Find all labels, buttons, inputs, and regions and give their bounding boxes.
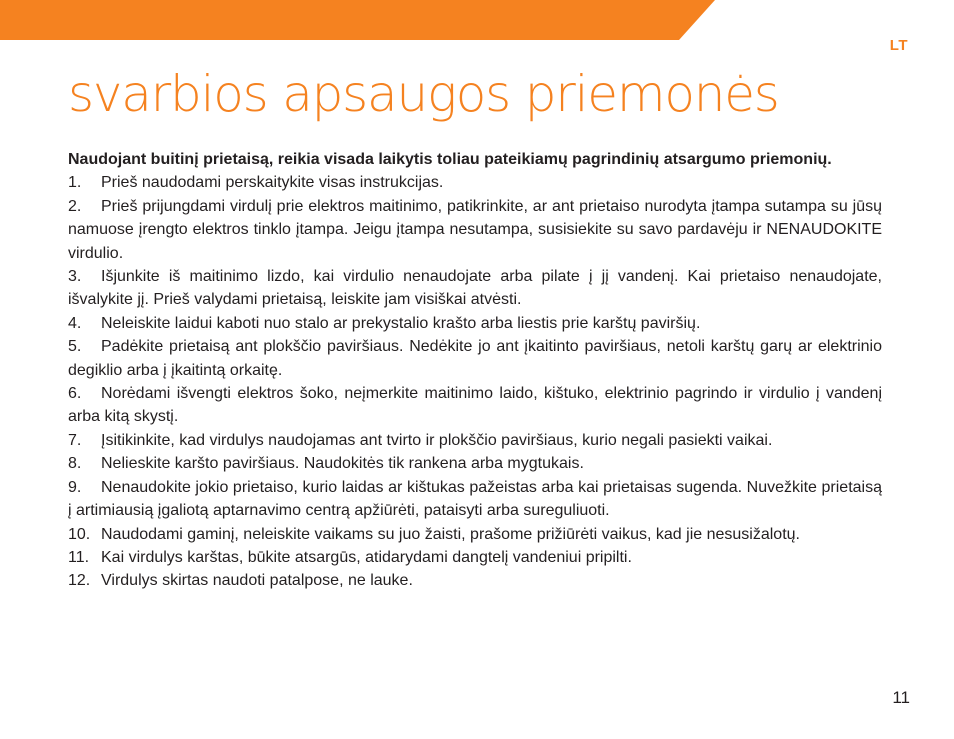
item-text: Virdulys skirtas naudoti patalpose, ne lauke.	[101, 572, 413, 590]
item-text: Nelieskite karšto paviršiaus. Naudokitės tik rankena arba mygtukais.	[101, 455, 584, 473]
item-number: 1.	[68, 174, 82, 192]
item-number: 2.	[68, 197, 82, 215]
list-item	[68, 429, 882, 452]
list-item	[68, 382, 882, 429]
list-item	[68, 312, 882, 335]
orange-header-band	[0, 0, 954, 40]
list-item	[68, 452, 882, 475]
page-title: svarbios apsaugos priemonės	[68, 65, 779, 123]
item-text: Išjunkite iš maitinimo lizdo, kai virdulio nenaudojate arba pilate į jį vandenį. Kai prietaiso nenaudojate, išvalykite jį. Prieš valydami prietaisą, leiskite jam visiškai atvėsti.	[68, 268, 882, 309]
list-item	[68, 195, 882, 265]
item-number: 6.	[68, 385, 82, 403]
list-item	[68, 171, 882, 194]
page-number: 11	[892, 688, 910, 707]
item-text: Įsitikinkite, kad virdulys naudojamas ant tvirto ir plokščio paviršiaus, kurio negali pasiekti vaikai.	[101, 431, 773, 449]
list-item	[68, 335, 882, 382]
item-text: Prieš naudodami perskaitykite visas instrukcijas.	[101, 174, 444, 192]
item-text: Kai virdulys karštas, būkite atsargūs, atidarydami dangtelį vandeniui pripilti.	[101, 548, 632, 566]
item-number: 3.	[68, 268, 82, 286]
item-number: 8.	[68, 455, 82, 473]
item-text: Padėkite prietaisą ant plokščio paviršiaus. Nedėkite jo ant įkaitinto paviršiaus, netoli karštų garų ar elektrinio degiklio arba į įkaitintą orkaitę.	[68, 338, 882, 379]
item-number: 5.	[68, 338, 82, 356]
item-number: 11.	[68, 548, 90, 566]
safety-instructions	[68, 148, 882, 593]
item-text: Nenaudokite jokio prietaiso, kurio laidas ar kištukas pažeistas arba kai prietaisas sugenda. Nuvežkite prietaisą į artimiausią įgaliotą aptarnavimo centrą apžiūrėti, pataisyti arba sureguliuoti.	[68, 478, 882, 520]
item-number: 9.	[68, 478, 82, 496]
list-item	[68, 546, 882, 569]
item-text: Naudodami gaminį, neleiskite vaikams su juo žaisti, prašome prižiūrėti vaikus, kad jie nesusižalotų.	[101, 525, 800, 543]
item-number: 7.	[68, 431, 82, 449]
item-number: 12.	[68, 572, 91, 590]
list-item	[68, 523, 882, 546]
intro-text: Naudojant buitinį prietaisą, reikia visada laikytis toliau pateikiamų pagrindinių atsargumo priemonių.	[68, 151, 832, 168]
list-item	[68, 265, 882, 312]
list-item	[68, 476, 882, 523]
item-text: Norėdami išvengti elektros šoko, neįmerkite maitinimo laido, kištuko, elektrinio pagrindo ir virdulio į vandenį arba kitą skystį.	[68, 385, 882, 426]
language-code: LT	[889, 37, 908, 54]
list-item	[68, 569, 882, 592]
item-number: 10.	[68, 525, 91, 543]
item-number: 4.	[68, 314, 82, 332]
item-text: Prieš prijungdami virdulį prie elektros maitinimo, patikrinkite, ar ant prietaiso nurodyta įtampa sutampa su jūsų namuose įrengto elektros tinklo įtampa. Jeigu įtampa nesutampa, susisiekite su savo pardavėju ir NENAUDOKITE virdulio.	[68, 197, 882, 262]
item-text: Neleiskite laidui kaboti nuo stalo ar prekystalio krašto arba liestis prie karštų paviršių.	[101, 314, 701, 332]
rules-list	[68, 171, 882, 592]
